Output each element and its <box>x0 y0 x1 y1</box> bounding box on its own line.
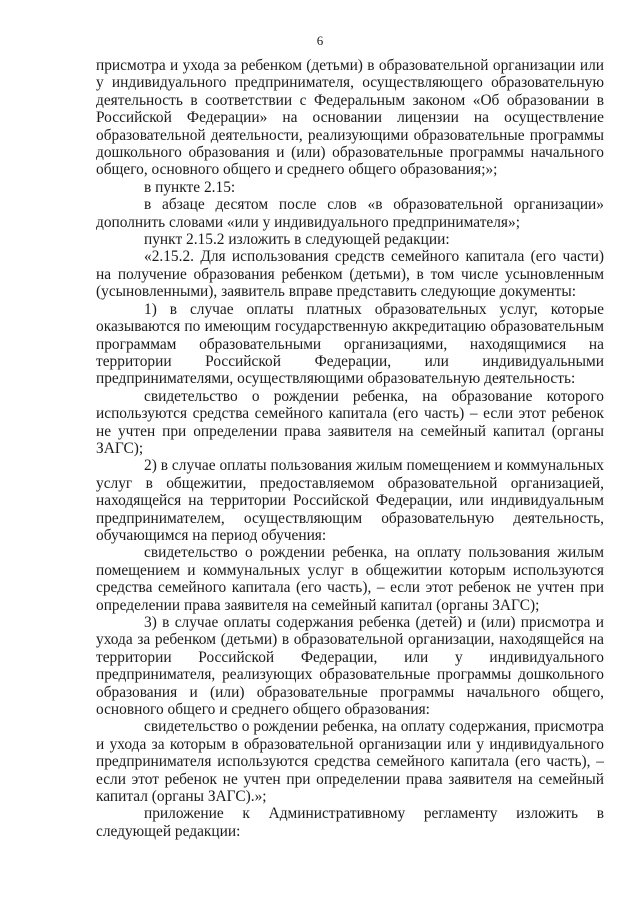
paragraph: в пункте 2.15: <box>144 178 236 196</box>
document-body <box>96 57 604 840</box>
paragraph: пункт 2.15.2 изложить в следующей редакции: <box>144 231 450 249</box>
paragraph: «2.15.2. Для использования средств семейного капитала (его части) на получение образования ребенком (детьми), в том числе усыновленным (усыновленными), заявитель вправе представить следующие документы: <box>96 248 604 301</box>
paragraph: 2) в случае оплаты пользования жилым помещением и коммунальных услуг в общежитии, предоставляемом образовательной организацией, находящейся на территории Российской Федерации, или индивидуальным предпринимателем, осуществляющим образовательную деятельность, обучающимся на период обучения: <box>96 457 604 544</box>
paragraph: приложение к Административному регламенту изложить в следующей редакции: <box>96 805 604 840</box>
page-number: 6 <box>316 33 324 48</box>
paragraph: свидетельство о рождении ребенка, на оплату содержания, присмотра и ухода за которым в образовательной организации или у индивидуального предпринимателя используются средства семейного капитала (его часть), – если этот ребенок не учтен при определении права заявителя на семейный капитал (органы ЗАГС).»; <box>96 718 604 806</box>
paragraph-continuation: присмотра и ухода за ребенком (детьми) в образовательной организации или у индивидуального предпринимателя, осуществляющего образовательную деятельность в соответствии с Федеральным законом «Об образовании в Российской Федерации» на основании лицензии на осуществление образовательной деятельности, реализующими образовательные программы дошкольного образования и (или) образовательные программы начального общего, основного общего и среднего общего образования;»; <box>96 57 604 179</box>
paragraph: свидетельство о рождении ребенка, на образование которого используются средства семейного капитала (его часть) – если этот ребенок не учтен при определении права заявителя на семейный капитал (органы ЗАГС); <box>96 387 604 457</box>
paragraph: в абзаце десятом после слов «в образовательной организации» дополнить словами «или у индивидуального предпринимателя»; <box>96 196 604 231</box>
paragraph: 1) в случае оплаты платных образовательных услуг, которые оказываются по имеющим государственную аккредитацию образовательным программам образовательными организациями, находящимися на территории Российской Федерации, или индивидуальными предпринимателями, осуществляющими образовательную деятельность: <box>96 300 604 388</box>
paragraph: 3) в случае оплаты содержания ребенка (детей) и (или) присмотра и ухода за ребенком (детьми) в образовательной организации, находящейся на территории Российской Федерации, или у индивидуального предпринимателя, реализующих образовательные программы дошкольного образования и (или) образовательные программы начального общего, основного общего и среднего общего образования: <box>96 614 604 719</box>
paragraph: свидетельство о рождении ребенка, на оплату пользования жилым помещением и коммунальных услуг в общежитии которым используются средства семейного капитала (его часть), – если этот ребенок не учтен при определении права заявителя на семейный капитал (органы ЗАГС); <box>96 544 604 614</box>
